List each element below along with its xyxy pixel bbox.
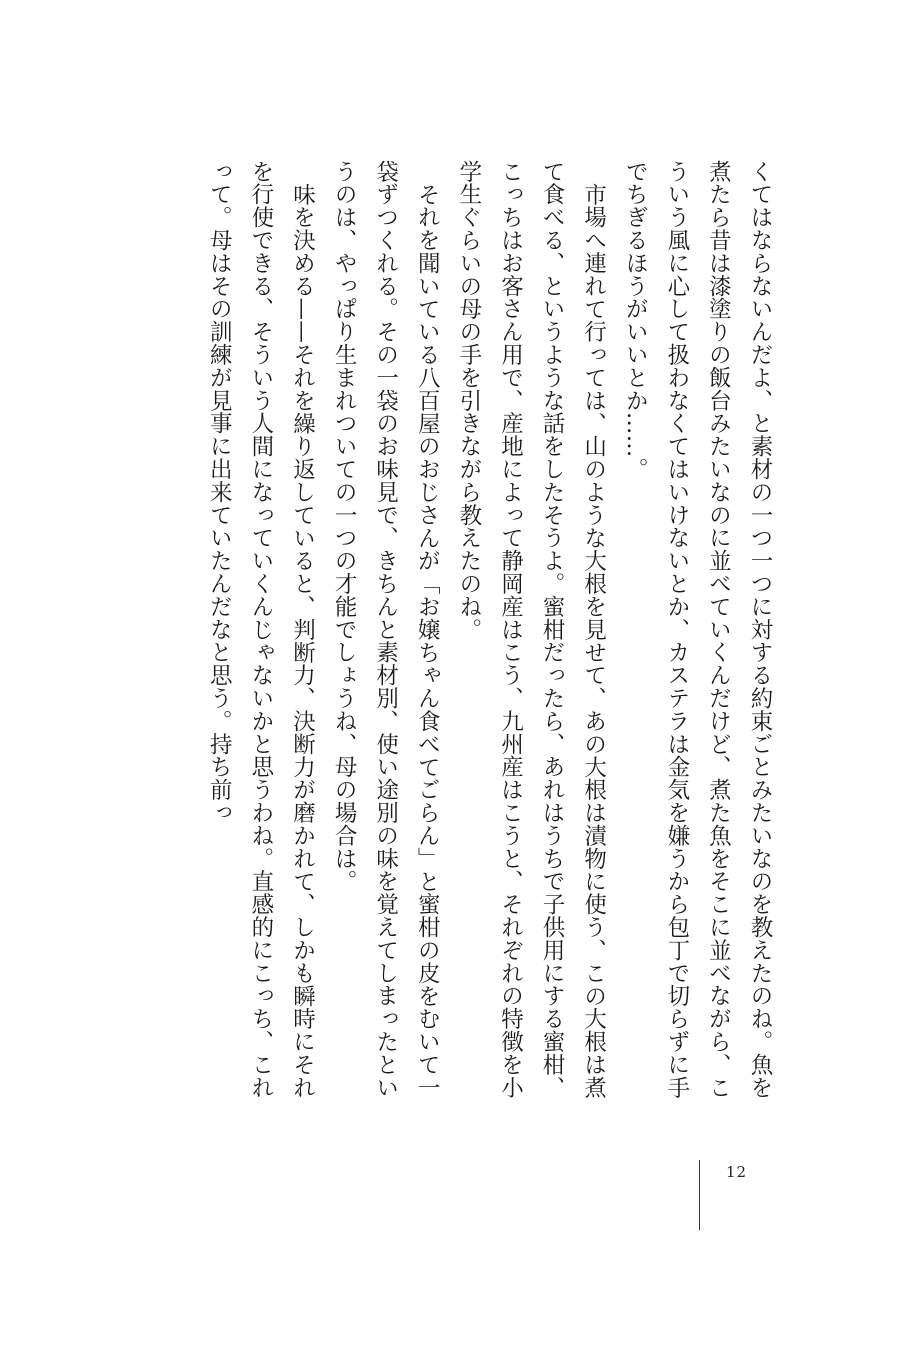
paragraph-3: それを聞いている八百屋のおじさんが「お嬢ちゃん食べてごらん」と蜜柑の皮をむいて一袋ずつくれる。その一袋のお味見で、きちんと素材別、使い途別の味を覚えてしまったというのは、やっぱり生まれついての一つの才能でしょうね、母の場合は。 bbox=[331, 160, 441, 1099]
paragraph-2: 市場へ連れて行っては、山のような大根を見せて、あの大根は漬物に使う、この大根は煮て食べる、というような話をしたそうよ。蜜柑だったら、あれはうちで子供用にする蜜柑、こっちはお客さん用で、産地によって静岡産はこう、九州産はこうと、それぞれの特徴を小学生ぐらいの母の手を引きながら教えたのね。 bbox=[455, 160, 607, 1099]
page-number: 12 bbox=[726, 1163, 748, 1181]
paragraph-1: くてはならないんだよ、と素材の一つ一つに対する約束ごとみたいなのを教えたのね。魚を煮たら昔は漆塗りの飯台みたいなのに並べていくんだけど、煮た魚をそこに並べながら、こういう風に心して扱わなくてはいけないとか、カステラは金気を嫌うから包丁で切らずに手でちぎるほうがいいとか……。 bbox=[622, 160, 773, 1099]
body-text bbox=[198, 160, 780, 1100]
paragraph-4: 味を決める——それを繰り返していると、判断力、決断力が磨かれて、しかも瞬時にそれを行使できる、そういう人間になっていくんじゃないかと思うわね。直感的にこっち、これって。母はその訓練が見事に出来ていたんだなと思う。持ち前っ bbox=[206, 160, 316, 1099]
page-number-divider bbox=[699, 1160, 700, 1230]
